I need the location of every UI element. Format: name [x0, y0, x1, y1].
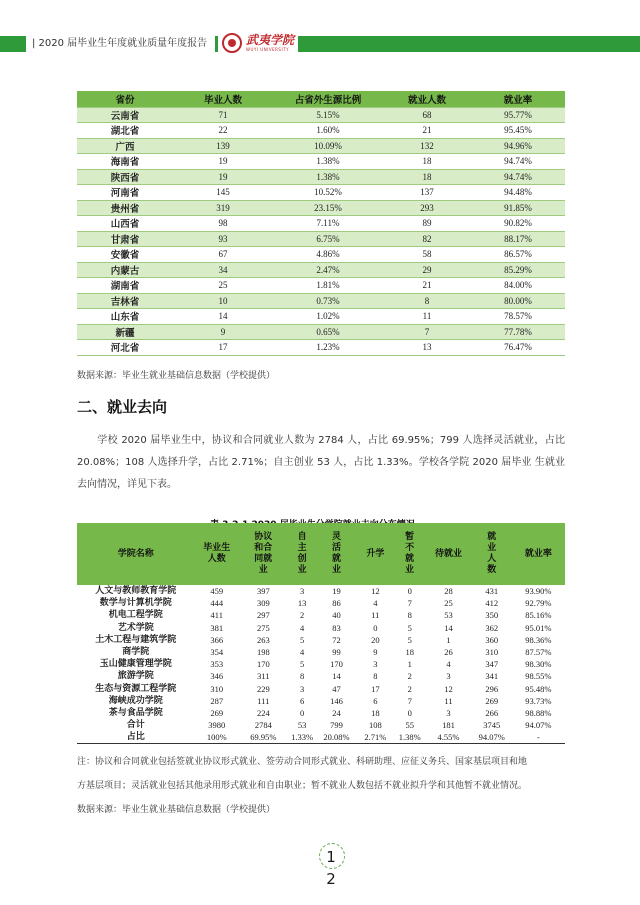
- value-cell: 67: [173, 247, 273, 263]
- table-row: [77, 107, 565, 123]
- value-cell: 25: [173, 278, 273, 294]
- value-cell: 99: [317, 646, 357, 658]
- value-cell: 145: [173, 185, 273, 201]
- province-cell: 海南省: [77, 154, 173, 170]
- value-cell: 3980: [195, 719, 239, 731]
- college-cell: 合计: [77, 719, 195, 731]
- table-row: [77, 670, 565, 682]
- table-row: [77, 262, 565, 278]
- page-number: 1: [326, 848, 336, 866]
- table-row: [77, 324, 565, 340]
- value-cell: 269: [195, 707, 239, 719]
- table-row: [77, 683, 565, 695]
- table-row: [77, 154, 565, 170]
- province-cell: 新疆: [77, 324, 173, 340]
- value-cell: 111: [239, 695, 288, 707]
- province-cell: 陕西省: [77, 169, 173, 185]
- value-cell: 92.79%: [512, 597, 565, 609]
- college-cell: 玉山健康管理学院: [77, 658, 195, 670]
- value-cell: 5: [394, 622, 425, 634]
- value-cell: 94.48%: [471, 185, 565, 201]
- value-cell: 95.77%: [471, 107, 565, 123]
- value-cell: 362: [472, 622, 512, 634]
- value-cell: 1.02%: [273, 309, 383, 325]
- college-cell: 占比: [77, 731, 195, 744]
- value-cell: 78.57%: [471, 309, 565, 325]
- value-cell: 1.38%: [273, 169, 383, 185]
- college-cell: 海峡成功学院: [77, 695, 195, 707]
- table-row: [77, 185, 565, 201]
- college-destination-table: [77, 523, 565, 744]
- value-cell: -: [512, 731, 565, 744]
- value-cell: 8: [288, 670, 317, 682]
- table-row: [77, 658, 565, 670]
- college-cell: 旅游学院: [77, 670, 195, 682]
- value-cell: 10.52%: [273, 185, 383, 201]
- value-cell: 82: [383, 231, 471, 247]
- value-cell: 13: [288, 597, 317, 609]
- column-header: 就业人数: [472, 523, 512, 585]
- value-cell: 10: [173, 293, 273, 309]
- table-row: [77, 278, 565, 294]
- section-paragraph: 学校 2020 届毕业生中，协议和合同就业人数为 2784 人，占比 69.95%；799 人选择灵活就业，占比 20.08%；108 人选择升学，占比 2.71%；自主创业 53 人，占比 1.33%。学校各学院 2020 届毕业 生就业去向情况，详见下表。: [77, 435, 565, 490]
- value-cell: 319: [173, 200, 273, 216]
- value-cell: 7: [383, 324, 471, 340]
- province-cell: 吉林省: [77, 293, 173, 309]
- college-cell: 艺术学院: [77, 622, 195, 634]
- value-cell: 19: [173, 169, 273, 185]
- value-cell: 0: [356, 622, 394, 634]
- seal-icon: [222, 33, 242, 53]
- value-cell: 311: [239, 670, 288, 682]
- value-cell: 411: [195, 609, 239, 621]
- value-cell: 72: [317, 634, 357, 646]
- value-cell: 91.85%: [471, 200, 565, 216]
- college-cell: 机电工程学院: [77, 609, 195, 621]
- table-row: [77, 695, 565, 707]
- value-cell: 3: [288, 585, 317, 597]
- table-row: [77, 731, 565, 744]
- value-cell: 170: [239, 658, 288, 670]
- page-number: 2: [326, 870, 336, 888]
- page-header: [0, 30, 640, 56]
- value-cell: 293: [383, 200, 471, 216]
- value-cell: 224: [239, 707, 288, 719]
- value-cell: 269: [472, 695, 512, 707]
- value-cell: 366: [195, 634, 239, 646]
- value-cell: 34: [173, 262, 273, 278]
- value-cell: 90.82%: [471, 216, 565, 232]
- value-cell: 69.95%: [239, 731, 288, 744]
- table-row: [77, 231, 565, 247]
- value-cell: 23.15%: [273, 200, 383, 216]
- province-cell: 广西: [77, 138, 173, 154]
- value-cell: 14: [173, 309, 273, 325]
- value-cell: 0: [288, 707, 317, 719]
- value-cell: 397: [239, 585, 288, 597]
- value-cell: 1.38%: [394, 731, 425, 744]
- province-cell: 甘肃省: [77, 231, 173, 247]
- value-cell: 11: [356, 609, 394, 621]
- value-cell: 266: [472, 707, 512, 719]
- value-cell: 13: [383, 340, 471, 356]
- table-row: [77, 646, 565, 658]
- province-cell: 内蒙古: [77, 262, 173, 278]
- value-cell: 4: [288, 646, 317, 658]
- column-header: 就业率: [471, 91, 565, 107]
- value-cell: 6: [288, 695, 317, 707]
- value-cell: 86: [317, 597, 357, 609]
- college-cell: 数学与计算机学院: [77, 597, 195, 609]
- value-cell: 7: [394, 695, 425, 707]
- value-cell: 310: [472, 646, 512, 658]
- value-cell: 21: [383, 278, 471, 294]
- report-title: | 2020 届毕业生年度就业质量年度报告: [26, 36, 215, 52]
- value-cell: 1.38%: [273, 154, 383, 170]
- value-cell: 12: [425, 683, 472, 695]
- value-cell: 85.29%: [471, 262, 565, 278]
- logo-chinese: 武夷学院: [246, 33, 295, 47]
- value-cell: 11: [425, 695, 472, 707]
- value-cell: 93.90%: [512, 585, 565, 597]
- column-header: 省份: [77, 91, 173, 107]
- value-cell: 0: [394, 585, 425, 597]
- value-cell: 170: [317, 658, 357, 670]
- table-row: [77, 609, 565, 621]
- column-header: 就业人数: [383, 91, 471, 107]
- value-cell: 98.88%: [512, 707, 565, 719]
- value-cell: 1.60%: [273, 123, 383, 139]
- value-cell: 297: [239, 609, 288, 621]
- header-accent: [0, 36, 24, 52]
- value-cell: 3745: [472, 719, 512, 731]
- table-row: [77, 247, 565, 263]
- value-cell: 94.74%: [471, 169, 565, 185]
- value-cell: 21: [383, 123, 471, 139]
- value-cell: 93.73%: [512, 695, 565, 707]
- college-cell: 生态与资源工程学院: [77, 683, 195, 695]
- table-row: [77, 634, 565, 646]
- table-row: [77, 340, 565, 356]
- column-header: 就业率: [512, 523, 565, 585]
- value-cell: 6.75%: [273, 231, 383, 247]
- value-cell: 2: [394, 683, 425, 695]
- column-header: 协议和合同就业: [239, 523, 288, 585]
- value-cell: 24: [317, 707, 357, 719]
- table-row: [77, 293, 565, 309]
- province-cell: 湖南省: [77, 278, 173, 294]
- value-cell: 2784: [239, 719, 288, 731]
- value-cell: 98.30%: [512, 658, 565, 670]
- value-cell: 18: [383, 154, 471, 170]
- value-cell: 2.71%: [356, 731, 394, 744]
- value-cell: 7: [394, 597, 425, 609]
- value-cell: 22: [173, 123, 273, 139]
- value-cell: 93: [173, 231, 273, 247]
- value-cell: 95.48%: [512, 683, 565, 695]
- value-cell: 87.57%: [512, 646, 565, 658]
- college-cell: 商学院: [77, 646, 195, 658]
- value-cell: 296: [472, 683, 512, 695]
- value-cell: 3: [356, 658, 394, 670]
- value-cell: 4: [356, 597, 394, 609]
- value-cell: 287: [195, 695, 239, 707]
- value-cell: 11: [383, 309, 471, 325]
- value-cell: 12: [356, 585, 394, 597]
- value-cell: 89: [383, 216, 471, 232]
- value-cell: 229: [239, 683, 288, 695]
- province-employment-table: [77, 91, 565, 356]
- table-row: [77, 622, 565, 634]
- value-cell: 17: [173, 340, 273, 356]
- column-header: 暂不就业: [394, 523, 425, 585]
- value-cell: 139: [173, 138, 273, 154]
- value-cell: 4: [425, 658, 472, 670]
- value-cell: 6: [356, 695, 394, 707]
- table-row: [77, 138, 565, 154]
- province-cell: 云南省: [77, 107, 173, 123]
- value-cell: 58: [383, 247, 471, 263]
- table-header-row: [77, 523, 565, 585]
- value-cell: 86.57%: [471, 247, 565, 263]
- value-cell: 83: [317, 622, 357, 634]
- value-cell: 347: [472, 658, 512, 670]
- value-cell: 0: [394, 707, 425, 719]
- value-cell: 95.45%: [471, 123, 565, 139]
- value-cell: 7.11%: [273, 216, 383, 232]
- value-cell: 80.00%: [471, 293, 565, 309]
- column-header: 灵活就业: [317, 523, 357, 585]
- value-cell: 10.09%: [273, 138, 383, 154]
- college-cell: 土木工程与建筑学院: [77, 634, 195, 646]
- value-cell: 20.08%: [317, 731, 357, 744]
- value-cell: 1: [394, 658, 425, 670]
- data-source: 数据来源：毕业生就业基础信息数据（学校提供）: [77, 371, 276, 381]
- value-cell: 9: [173, 324, 273, 340]
- value-cell: 9: [356, 646, 394, 658]
- value-cell: 2.47%: [273, 262, 383, 278]
- province-cell: 贵州省: [77, 200, 173, 216]
- value-cell: 18: [383, 169, 471, 185]
- column-header: 毕业生人数: [195, 523, 239, 585]
- value-cell: 98.55%: [512, 670, 565, 682]
- value-cell: 98: [173, 216, 273, 232]
- value-cell: 0.73%: [273, 293, 383, 309]
- value-cell: 19: [173, 154, 273, 170]
- value-cell: 181: [425, 719, 472, 731]
- value-cell: 263: [239, 634, 288, 646]
- value-cell: 14: [317, 670, 357, 682]
- column-header: 自主创业: [288, 523, 317, 585]
- value-cell: 95.01%: [512, 622, 565, 634]
- value-cell: 40: [317, 609, 357, 621]
- table-row: [77, 200, 565, 216]
- table-row: [77, 309, 565, 325]
- value-cell: 94.96%: [471, 138, 565, 154]
- value-cell: 132: [383, 138, 471, 154]
- value-cell: 412: [472, 597, 512, 609]
- value-cell: 310: [195, 683, 239, 695]
- value-cell: 354: [195, 646, 239, 658]
- value-cell: 5: [288, 658, 317, 670]
- value-cell: 2: [288, 609, 317, 621]
- value-cell: 55: [394, 719, 425, 731]
- value-cell: 341: [472, 670, 512, 682]
- value-cell: 20: [356, 634, 394, 646]
- value-cell: 5.15%: [273, 107, 383, 123]
- column-header: 占省外生源比例: [273, 91, 383, 107]
- value-cell: 2: [394, 670, 425, 682]
- value-cell: 14: [425, 622, 472, 634]
- value-cell: 799: [317, 719, 357, 731]
- value-cell: 444: [195, 597, 239, 609]
- value-cell: 459: [195, 585, 239, 597]
- logo-english: WUYI UNIVERSITY: [246, 47, 290, 52]
- value-cell: 381: [195, 622, 239, 634]
- value-cell: 25: [425, 597, 472, 609]
- value-cell: 346: [195, 670, 239, 682]
- value-cell: 94.07%: [472, 731, 512, 744]
- table-note: 注：协议和合同就业包括签就业协议形式就业、签劳动合同形式就业、科研助理、应征义务兵、国家基层项目和地 方基层项目；灵活就业包括其他录用形式就业和自由职业；暂不就业人数包括不就业拟升学和其他暂不就业情况。 数据来源：毕业生就业基础信息数据（学校提供）: [77, 757, 528, 815]
- value-cell: 77.78%: [471, 324, 565, 340]
- value-cell: 4: [288, 622, 317, 634]
- value-cell: 26: [425, 646, 472, 658]
- province-cell: 山西省: [77, 216, 173, 232]
- value-cell: 94.74%: [471, 154, 565, 170]
- value-cell: 76.47%: [471, 340, 565, 356]
- column-header: 升学: [356, 523, 394, 585]
- value-cell: 1.81%: [273, 278, 383, 294]
- value-cell: 5: [288, 634, 317, 646]
- value-cell: 4.55%: [425, 731, 472, 744]
- value-cell: 3: [288, 683, 317, 695]
- column-header: 学院名称: [77, 523, 195, 585]
- college-cell: 人文与教师教育学院: [77, 585, 195, 597]
- value-cell: 53: [425, 609, 472, 621]
- value-cell: 0.65%: [273, 324, 383, 340]
- value-cell: 353: [195, 658, 239, 670]
- value-cell: 53: [288, 719, 317, 731]
- value-cell: 1: [425, 634, 472, 646]
- value-cell: 360: [472, 634, 512, 646]
- value-cell: 94.07%: [512, 719, 565, 731]
- province-cell: 湖北省: [77, 123, 173, 139]
- table-header-row: [77, 91, 565, 107]
- value-cell: 18: [356, 707, 394, 719]
- value-cell: 275: [239, 622, 288, 634]
- value-cell: 431: [472, 585, 512, 597]
- value-cell: 8: [394, 609, 425, 621]
- value-cell: 28: [425, 585, 472, 597]
- value-cell: 68: [383, 107, 471, 123]
- value-cell: 3: [425, 670, 472, 682]
- value-cell: 4.86%: [273, 247, 383, 263]
- table-row: [77, 597, 565, 609]
- value-cell: 198: [239, 646, 288, 658]
- value-cell: 88.17%: [471, 231, 565, 247]
- value-cell: 1.33%: [288, 731, 317, 744]
- province-cell: 河北省: [77, 340, 173, 356]
- university-logo: [218, 30, 298, 56]
- table-row: [77, 169, 565, 185]
- value-cell: 100%: [195, 731, 239, 744]
- value-cell: 17: [356, 683, 394, 695]
- value-cell: 309: [239, 597, 288, 609]
- value-cell: 1.23%: [273, 340, 383, 356]
- value-cell: 137: [383, 185, 471, 201]
- column-header: 待就业: [425, 523, 472, 585]
- value-cell: 350: [472, 609, 512, 621]
- value-cell: 146: [317, 695, 357, 707]
- value-cell: 47: [317, 683, 357, 695]
- province-cell: 河南省: [77, 185, 173, 201]
- province-cell: 山东省: [77, 309, 173, 325]
- column-header: 毕业人数: [173, 91, 273, 107]
- value-cell: 8: [356, 670, 394, 682]
- table-row: [77, 719, 565, 731]
- table-row: [77, 585, 565, 597]
- value-cell: 108: [356, 719, 394, 731]
- value-cell: 19: [317, 585, 357, 597]
- value-cell: 85.16%: [512, 609, 565, 621]
- value-cell: 5: [394, 634, 425, 646]
- value-cell: 29: [383, 262, 471, 278]
- value-cell: 71: [173, 107, 273, 123]
- college-cell: 茶与食品学院: [77, 707, 195, 719]
- province-cell: 安徽省: [77, 247, 173, 263]
- value-cell: 18: [394, 646, 425, 658]
- value-cell: 3: [425, 707, 472, 719]
- table-row: [77, 123, 565, 139]
- table-row: [77, 216, 565, 232]
- table-row: [77, 707, 565, 719]
- value-cell: 84.00%: [471, 278, 565, 294]
- section-title: 二、就业去向: [77, 398, 168, 416]
- value-cell: 8: [383, 293, 471, 309]
- value-cell: 98.36%: [512, 634, 565, 646]
